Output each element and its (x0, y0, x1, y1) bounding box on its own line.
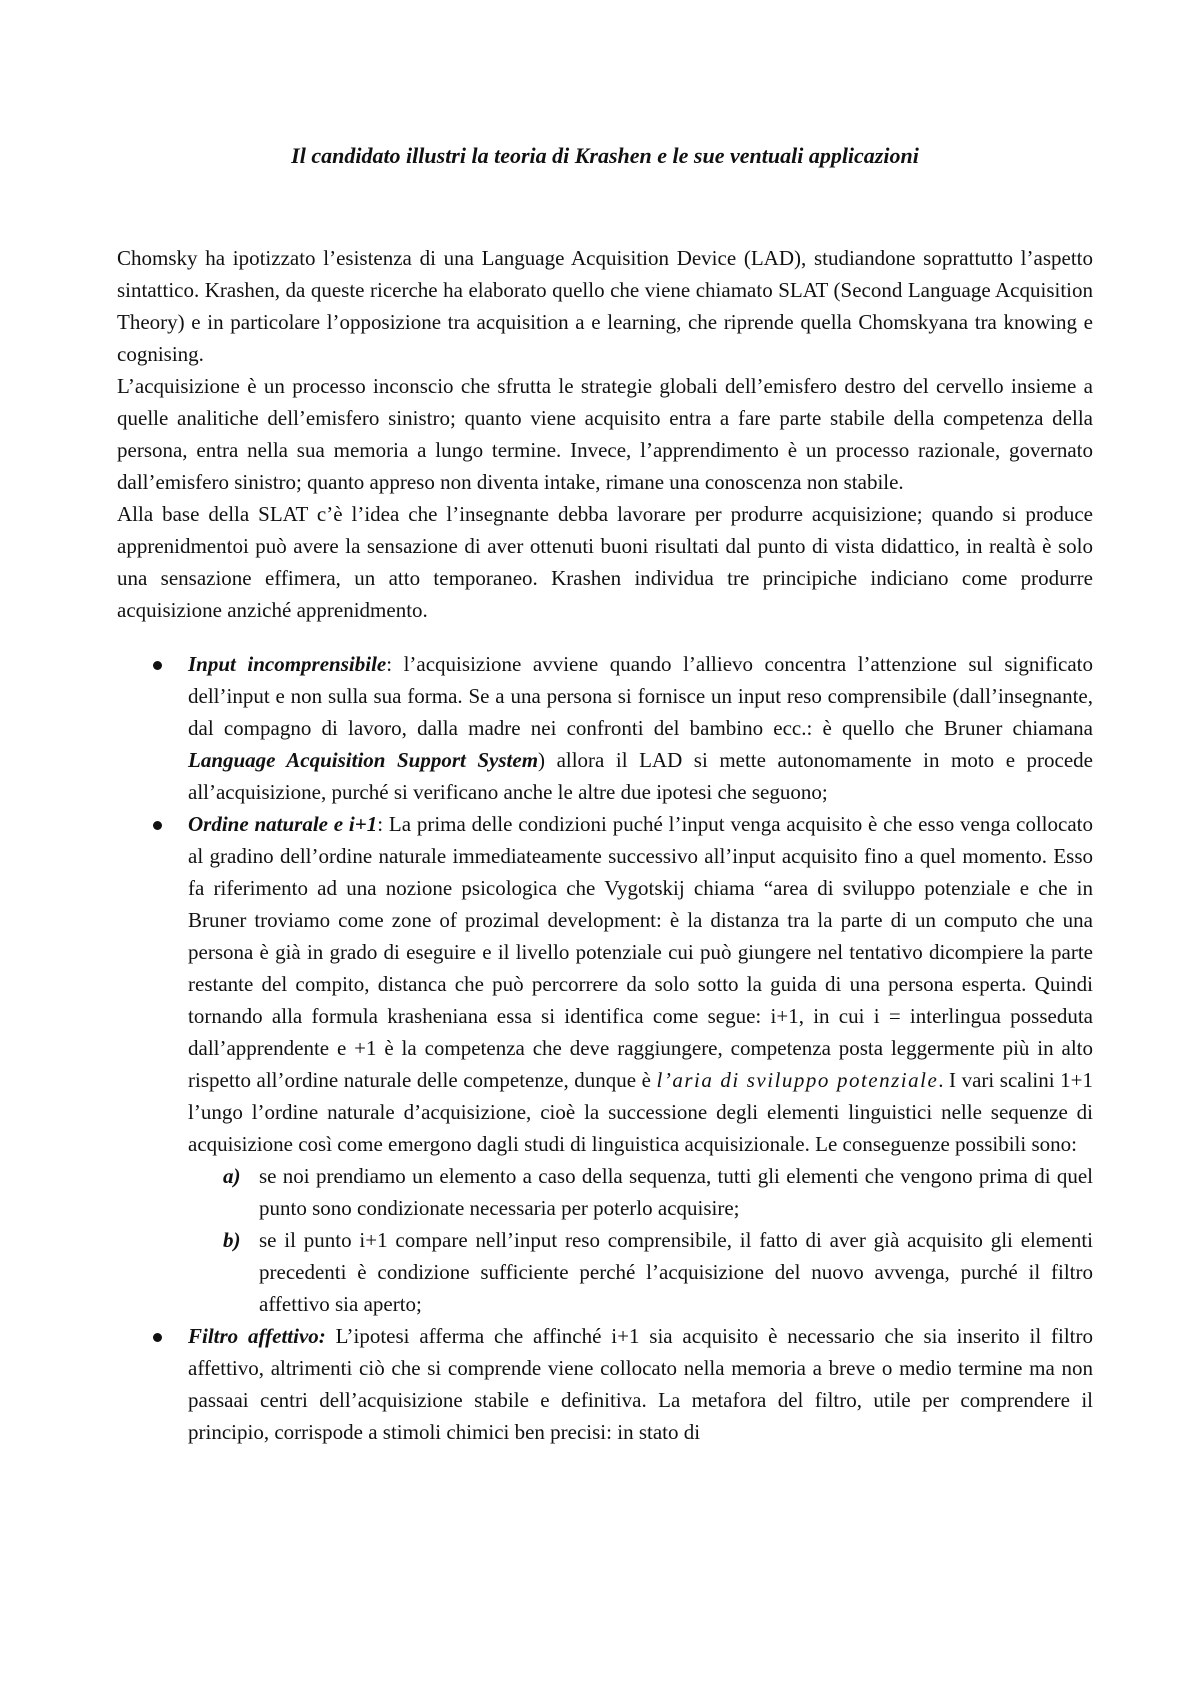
emphasis-text: l’aria di sviluppo potenziale (656, 1068, 939, 1092)
paragraph-acquisizione: L’acquisizione è un processo inconscio che sfrutta le strategie globali dell’emisfero destro del cervello insieme a quelle analitiche dell’emisfero sinistro; quanto viene acquisito entra a fare parte stabile della competenza della persona, entra nella sua memoria a lungo termine. Invece, l’apprendimento è un processo razionale, governato dall’emisfero sinistro; quanto appreso non diventa intake, rimane una conoscenza non stabile. (117, 374, 1093, 494)
sub-item-text: se il punto i+1 compare nell’input reso comprensibile, il fatto di aver già acquisito gli elementi precedenti è condizione sufficiente perché l’acquisizione del nuovo avvenga, purché il filtro affettivo sia aperto; (259, 1228, 1093, 1316)
item-text: : l’acquisizione avviene quando l’allievo concentra l’attenzione sul significato dell’input e non sulla sua forma. Se a una persona si fornisce un input reso comprensibile (dall’insegnante, dal compagno di lavoro, dalla madre nei confronti del bambino ecc.: è quello che Bruner chiamana (188, 652, 1094, 740)
list-item-input-incomprensibile (117, 648, 1093, 808)
consequences-list (188, 1160, 1093, 1320)
document-title: Il candidato illustri la teoria di Krashen e le sue ventuali applicazioni (291, 143, 919, 168)
item-text: : La prima delle condizioni puché l’input venga acquisito è che esso venga collocato al gradino dell’ordine naturale immediateamente successivo all’input acquisito fino a quel momento. Esso fa riferimento ad una nozione psicologica che Vygotskij chiama “area di sviluppo potenziale e che in Bruner troviamo come zone of prozimal development: è la distanza tra la parte di un computo che una persona è già in grado di eseguire e il livello potenziale cui può giungere nel tentativo dicompiere la parte restante del compito, distanca che può percorrere da solo sotto la guida di una persona esperta. Quindi tornando alla formula krasheniana essa si identifica come segue: i+1, in cui i = interlingua posseduta dall’apprendente e +1 è la competenza che deve raggiungere, competenza posta leggermente più in alto rispetto all’ordine naturale delle competenze, dunque è (188, 812, 1093, 1092)
paragraph-slat: Alla base della SLAT c’è l’idea che l’insegnante debba lavorare per produrre acquisizione; quando si produce apprenidmentoi può avere la sensazione di aver ottenuti buoni risultati dal punto di vista didattico, in realtà è solo una sensazione effimera, un atto temporaneo. Krashen individua tre principiche indiciano come produrre acquisizione anziché apprenidmento. (117, 502, 1093, 622)
bullet-icon (153, 1333, 162, 1342)
sub-item-b (188, 1224, 1093, 1320)
term-label: Filtro affettivo: (188, 1324, 326, 1348)
sub-item-label: a) (223, 1164, 241, 1188)
bullet-icon (153, 661, 162, 670)
sub-item-text: se noi prendiamo un elemento a caso della sequenza, tutti gli elementi che vengono prima di quel punto sono condizionate necessaria per poterlo acquisire; (259, 1164, 1093, 1220)
term-label: Input incomprensibile (188, 652, 387, 676)
item-text: . I vari scalini 1+1 l’ungo l’ordine naturale d’acquisizione, cioè la successione degli elementi linguistici nelle sequenze di acquisizione così come emergono dagli studi di linguistica acquisizionale. Le conseguenze possibili sono: (188, 1068, 1093, 1156)
hypotheses-list (117, 648, 1093, 1448)
item-text: L’ipotesi afferma che affinché i+1 sia acquisito è necessario che sia inserito il filtro affettivo, altrimenti ciò che si comprende viene collocato nella memoria a breve o medio termine ma non passaai centri dell’acquisizione stabile e definitiva. La metafora del filtro, utile per comprendere il principio, corrispode a stimoli chimici ben precisi: in stato di (188, 1324, 1093, 1444)
sub-item-a (188, 1160, 1093, 1224)
bullet-icon (153, 821, 162, 830)
list-item-ordine-naturale (117, 808, 1093, 1320)
emphasis-text: Language Acquisition Support System (188, 748, 539, 772)
sub-item-label: b) (223, 1228, 241, 1252)
item-text: ) allora il LAD si mette autonomamente in moto e procede all’acquisizione, purché si verificano anche le altre due ipotesi che seguono; (188, 748, 1094, 804)
paragraph-chomsky: Chomsky ha ipotizzato l’esistenza di una Language Acquisition Device (LAD), studiandone soprattutto l’aspetto sintattico. Krashen, da queste ricerche ha elaborato quello che viene chiamato SLAT (Second Language Acquisition Theory) e in particolare l’opposizione tra acquisition a e learning, che riprende quella Chomskyana tra knowing e cognising. (117, 246, 1093, 366)
list-item-filtro-affettivo (117, 1320, 1093, 1448)
term-label: Ordine naturale e i+1 (188, 812, 378, 836)
